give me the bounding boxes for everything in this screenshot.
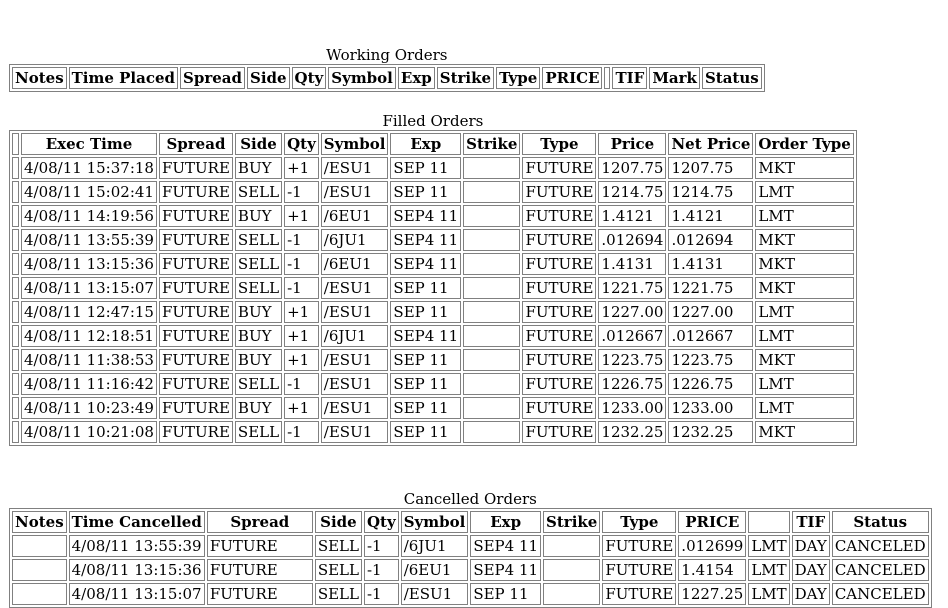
cell-spread: FUTURE xyxy=(159,229,233,251)
cell-symbol: /ESU1 xyxy=(321,181,389,203)
cell-type: FUTURE xyxy=(522,229,596,251)
cell-spread: FUTURE xyxy=(159,421,233,443)
cell-blank xyxy=(12,397,19,419)
cell-side: SELL xyxy=(235,421,282,443)
cell-symbol: /ESU1 xyxy=(321,301,389,323)
cell-side: SELL xyxy=(315,559,362,581)
cell-order-type: MKT xyxy=(755,421,853,443)
cell-exp: SEP4 11 xyxy=(390,205,461,227)
cell-type: FUTURE xyxy=(522,181,596,203)
cell-qty: +1 xyxy=(284,301,319,323)
header-price: PRICE xyxy=(542,67,602,89)
header-notes: Notes xyxy=(12,67,67,89)
cell-spread: FUTURE xyxy=(159,277,233,299)
cell-type: FUTURE xyxy=(522,373,596,395)
cell-price: 1227.00 xyxy=(598,301,666,323)
cell-strike xyxy=(463,277,520,299)
cell-net-price: 1.4121 xyxy=(668,205,753,227)
cancelled-orders-section xyxy=(9,490,932,608)
cell-qty: -1 xyxy=(284,181,319,203)
cell-price: 1233.00 xyxy=(598,397,666,419)
header-status: Status xyxy=(832,511,929,533)
cell-spread: FUTURE xyxy=(159,157,233,179)
cell-spread: FUTURE xyxy=(159,301,233,323)
cell-exec-time: 4/08/11 15:37:18 xyxy=(21,157,157,179)
cell-exp: SEP 11 xyxy=(390,349,461,371)
header-net-price: Net Price xyxy=(668,133,753,155)
cell-symbol: /6EU1 xyxy=(401,559,469,581)
cell-side: SELL xyxy=(235,253,282,275)
cell-side: BUY xyxy=(235,325,282,347)
cell-spread: FUTURE xyxy=(159,373,233,395)
cell-notes xyxy=(12,535,67,557)
cell-side: SELL xyxy=(315,583,362,605)
cell-tif: DAY xyxy=(792,583,830,605)
cell-exp: SEP 11 xyxy=(470,583,541,605)
cell-side: SELL xyxy=(235,277,282,299)
cell-exp: SEP 11 xyxy=(390,157,461,179)
cell-net-price: .012694 xyxy=(668,229,753,251)
cell-spread: FUTURE xyxy=(159,205,233,227)
cell-spread: FUTURE xyxy=(159,325,233,347)
cell-price: 1207.75 xyxy=(598,157,666,179)
table-row xyxy=(12,421,854,443)
table-row xyxy=(12,157,854,179)
cell-qty: +1 xyxy=(284,397,319,419)
cell-spread: FUTURE xyxy=(159,397,233,419)
cell-strike xyxy=(463,349,520,371)
header-spread: Spread xyxy=(207,511,313,533)
header-price: PRICE xyxy=(678,511,746,533)
table-row xyxy=(12,301,854,323)
header-strike: Strike xyxy=(463,133,520,155)
cell-exp: SEP 11 xyxy=(390,301,461,323)
cell-exec-time: 4/08/11 12:18:51 xyxy=(21,325,157,347)
header-tif: TIF xyxy=(792,511,830,533)
cell-side: SELL xyxy=(235,229,282,251)
cell-exp: SEP4 11 xyxy=(390,229,461,251)
cell-net-price: 1214.75 xyxy=(668,181,753,203)
cell-price: 1.4121 xyxy=(598,205,666,227)
cell-exp: SEP 11 xyxy=(390,181,461,203)
cell-symbol: /6JU1 xyxy=(321,229,389,251)
cell-blank xyxy=(12,205,19,227)
header-qty: Qty xyxy=(292,67,327,89)
header-type: Type xyxy=(496,67,540,89)
cell-side: BUY xyxy=(235,301,282,323)
cell-symbol: /6JU1 xyxy=(401,535,469,557)
cell-exp: SEP4 11 xyxy=(390,325,461,347)
cell-side: BUY xyxy=(235,397,282,419)
header-exp: Exp xyxy=(390,133,461,155)
cell-side: SELL xyxy=(315,535,362,557)
cell-status: CANCELED xyxy=(832,583,929,605)
cell-price: 1221.75 xyxy=(598,277,666,299)
cell-blank: LMT xyxy=(748,583,789,605)
cell-symbol: /ESU1 xyxy=(321,421,389,443)
header-qty: Qty xyxy=(364,511,399,533)
cell-tif: DAY xyxy=(792,559,830,581)
cell-strike xyxy=(463,205,520,227)
cell-qty: +1 xyxy=(284,349,319,371)
cell-spread: FUTURE xyxy=(159,253,233,275)
cell-exp: SEP 11 xyxy=(390,373,461,395)
cell-status: CANCELED xyxy=(832,559,929,581)
cell-order-type: LMT xyxy=(755,325,853,347)
working-orders-table xyxy=(9,64,765,92)
cell-strike xyxy=(463,421,520,443)
cell-strike xyxy=(463,397,520,419)
cell-price: 1.4131 xyxy=(598,253,666,275)
header-blank xyxy=(12,133,19,155)
cell-side: BUY xyxy=(235,349,282,371)
cell-net-price: .012667 xyxy=(668,325,753,347)
cell-type: FUTURE xyxy=(522,421,596,443)
cell-blank xyxy=(12,301,19,323)
cell-exp: SEP4 11 xyxy=(470,559,541,581)
cell-notes xyxy=(12,583,67,605)
cell-qty: -1 xyxy=(284,253,319,275)
cell-spread: FUTURE xyxy=(207,535,313,557)
cancelled-orders-table xyxy=(9,508,932,608)
cell-type: FUTURE xyxy=(522,301,596,323)
cell-type: FUTURE xyxy=(522,157,596,179)
cell-symbol: /ESU1 xyxy=(321,397,389,419)
filled-orders-section xyxy=(9,112,857,446)
header-exec-time: Exec Time xyxy=(21,133,157,155)
cell-exp: SEP 11 xyxy=(390,421,461,443)
cell-time-cancelled: 4/08/11 13:15:07 xyxy=(69,583,205,605)
cell-spread: FUTURE xyxy=(159,181,233,203)
cell-exec-time: 4/08/11 13:15:07 xyxy=(21,277,157,299)
header-symbol: Symbol xyxy=(328,67,396,89)
header-time-cancelled: Time Cancelled xyxy=(69,511,205,533)
header-side: Side xyxy=(315,511,362,533)
header-spread: Spread xyxy=(159,133,233,155)
table-row xyxy=(12,583,929,605)
working-orders-header-row xyxy=(12,67,762,89)
cell-time-cancelled: 4/08/11 13:15:36 xyxy=(69,559,205,581)
filled-orders-caption: Filled Orders xyxy=(382,112,484,130)
cell-order-type: LMT xyxy=(755,373,853,395)
cell-type: FUTURE xyxy=(522,277,596,299)
cell-qty: -1 xyxy=(284,229,319,251)
header-blank xyxy=(604,67,610,89)
cell-exp: SEP 11 xyxy=(390,277,461,299)
header-mark: Mark xyxy=(649,67,700,89)
cell-side: SELL xyxy=(235,181,282,203)
filled-orders-body xyxy=(12,157,854,443)
cell-strike xyxy=(543,559,600,581)
cancelled-orders-header-row xyxy=(12,511,929,533)
table-row xyxy=(12,559,929,581)
cell-exp: SEP4 11 xyxy=(470,535,541,557)
cell-status: CANCELED xyxy=(832,535,929,557)
cell-strike xyxy=(463,301,520,323)
cell-order-type: MKT xyxy=(755,349,853,371)
header-tif: TIF xyxy=(612,67,647,89)
cell-price: .012667 xyxy=(598,325,666,347)
table-row xyxy=(12,277,854,299)
cell-symbol: /6EU1 xyxy=(321,205,389,227)
header-notes: Notes xyxy=(12,511,67,533)
header-side: Side xyxy=(247,67,290,89)
cell-blank xyxy=(12,325,19,347)
cell-qty: -1 xyxy=(284,373,319,395)
cell-strike xyxy=(463,373,520,395)
cell-time-cancelled: 4/08/11 13:55:39 xyxy=(69,535,205,557)
cell-spread: FUTURE xyxy=(207,559,313,581)
cell-blank xyxy=(12,181,19,203)
cell-exp: SEP4 11 xyxy=(390,253,461,275)
table-row xyxy=(12,397,854,419)
cell-order-type: LMT xyxy=(755,181,853,203)
cell-qty: -1 xyxy=(284,421,319,443)
cell-blank xyxy=(12,277,19,299)
cell-symbol: /6JU1 xyxy=(321,325,389,347)
cell-spread: FUTURE xyxy=(159,349,233,371)
cell-type: FUTURE xyxy=(522,397,596,419)
header-symbol: Symbol xyxy=(401,511,469,533)
cell-type: FUTURE xyxy=(522,205,596,227)
cell-exec-time: 4/08/11 10:23:49 xyxy=(21,397,157,419)
cell-type: FUTURE xyxy=(522,253,596,275)
cell-net-price: 1227.00 xyxy=(668,301,753,323)
cell-strike xyxy=(543,535,600,557)
cell-strike xyxy=(463,229,520,251)
cell-strike xyxy=(463,325,520,347)
header-spread: Spread xyxy=(180,67,245,89)
cell-price: 1.4154 xyxy=(678,559,746,581)
cell-symbol: /ESU1 xyxy=(321,277,389,299)
filled-orders-table xyxy=(9,130,857,446)
cell-type: FUTURE xyxy=(522,349,596,371)
header-side: Side xyxy=(235,133,282,155)
cell-price: .012694 xyxy=(598,229,666,251)
cell-exp: SEP 11 xyxy=(390,397,461,419)
cell-type: FUTURE xyxy=(602,559,676,581)
cell-net-price: 1.4131 xyxy=(668,253,753,275)
cell-blank xyxy=(12,349,19,371)
cell-blank: LMT xyxy=(748,535,789,557)
cell-net-price: 1226.75 xyxy=(668,373,753,395)
cell-blank xyxy=(12,157,19,179)
cell-price: 1227.25 xyxy=(678,583,746,605)
header-time-placed: Time Placed xyxy=(69,67,178,89)
cell-blank xyxy=(12,421,19,443)
header-exp: Exp xyxy=(398,67,435,89)
cell-notes xyxy=(12,559,67,581)
cell-type: FUTURE xyxy=(602,535,676,557)
header-status: Status xyxy=(702,67,762,89)
cell-strike xyxy=(463,181,520,203)
cell-net-price: 1232.25 xyxy=(668,421,753,443)
cell-side: BUY xyxy=(235,205,282,227)
header-order-type: Order Type xyxy=(755,133,853,155)
cell-net-price: 1223.75 xyxy=(668,349,753,371)
cell-order-type: LMT xyxy=(755,205,853,227)
table-row xyxy=(12,205,854,227)
cell-net-price: 1207.75 xyxy=(668,157,753,179)
cell-symbol: /ESU1 xyxy=(321,349,389,371)
cell-exec-time: 4/08/11 14:19:56 xyxy=(21,205,157,227)
cell-price: 1232.25 xyxy=(598,421,666,443)
cell-exec-time: 4/08/11 15:02:41 xyxy=(21,181,157,203)
cell-net-price: 1233.00 xyxy=(668,397,753,419)
header-qty: Qty xyxy=(284,133,319,155)
cell-qty: +1 xyxy=(284,205,319,227)
cell-exec-time: 4/08/11 11:16:42 xyxy=(21,373,157,395)
cell-spread: FUTURE xyxy=(207,583,313,605)
cell-symbol: /ESU1 xyxy=(401,583,469,605)
header-exp: Exp xyxy=(470,511,541,533)
cell-qty: -1 xyxy=(364,535,399,557)
table-row xyxy=(12,253,854,275)
cell-exec-time: 4/08/11 13:15:36 xyxy=(21,253,157,275)
cell-blank xyxy=(12,373,19,395)
table-row xyxy=(12,325,854,347)
cell-net-price: 1221.75 xyxy=(668,277,753,299)
cell-qty: -1 xyxy=(364,559,399,581)
table-row xyxy=(12,373,854,395)
working-orders-caption: Working Orders xyxy=(326,46,448,64)
cancelled-orders-body xyxy=(12,535,929,605)
cell-blank xyxy=(12,229,19,251)
cell-symbol: /ESU1 xyxy=(321,157,389,179)
cell-type: FUTURE xyxy=(602,583,676,605)
cell-blank xyxy=(12,253,19,275)
table-row xyxy=(12,535,929,557)
cell-price: 1214.75 xyxy=(598,181,666,203)
cell-strike xyxy=(543,583,600,605)
cell-tif: DAY xyxy=(792,535,830,557)
cell-qty: -1 xyxy=(284,277,319,299)
cell-type: FUTURE xyxy=(522,325,596,347)
header-price: Price xyxy=(598,133,666,155)
cell-price: 1223.75 xyxy=(598,349,666,371)
cancelled-orders-caption: Cancelled Orders xyxy=(403,490,537,508)
cell-order-type: MKT xyxy=(755,277,853,299)
cell-side: BUY xyxy=(235,157,282,179)
cell-symbol: /ESU1 xyxy=(321,373,389,395)
cell-qty: +1 xyxy=(284,157,319,179)
cell-strike xyxy=(463,253,520,275)
cell-qty: -1 xyxy=(364,583,399,605)
table-row xyxy=(12,349,854,371)
header-type: Type xyxy=(522,133,596,155)
cell-order-type: LMT xyxy=(755,301,853,323)
cell-exec-time: 4/08/11 10:21:08 xyxy=(21,421,157,443)
cell-strike xyxy=(463,157,520,179)
table-row xyxy=(12,229,854,251)
header-type: Type xyxy=(602,511,676,533)
header-symbol: Symbol xyxy=(321,133,389,155)
cell-exec-time: 4/08/11 12:47:15 xyxy=(21,301,157,323)
cell-exec-time: 4/08/11 13:55:39 xyxy=(21,229,157,251)
header-strike: Strike xyxy=(543,511,600,533)
header-blank xyxy=(748,511,789,533)
cell-order-type: LMT xyxy=(755,397,853,419)
cell-exec-time: 4/08/11 11:38:53 xyxy=(21,349,157,371)
cell-order-type: MKT xyxy=(755,157,853,179)
header-strike: Strike xyxy=(437,67,494,89)
cell-side: SELL xyxy=(235,373,282,395)
cell-symbol: /6EU1 xyxy=(321,253,389,275)
cell-price: 1226.75 xyxy=(598,373,666,395)
cell-blank: LMT xyxy=(748,559,789,581)
cell-order-type: MKT xyxy=(755,229,853,251)
cell-order-type: MKT xyxy=(755,253,853,275)
working-orders-section xyxy=(9,46,765,92)
table-row xyxy=(12,181,854,203)
cell-price: .012699 xyxy=(678,535,746,557)
cell-qty: +1 xyxy=(284,325,319,347)
filled-orders-header-row xyxy=(12,133,854,155)
